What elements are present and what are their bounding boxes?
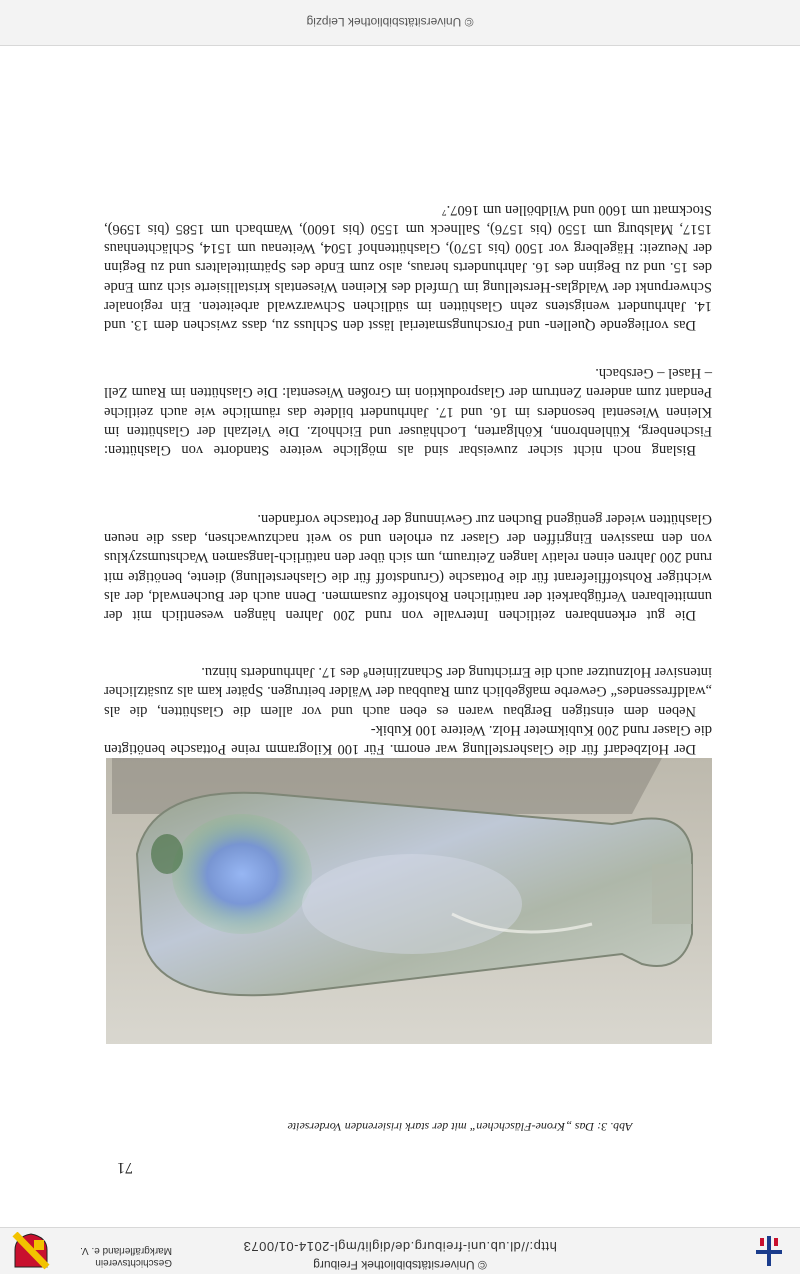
crest-icon xyxy=(12,1232,50,1270)
paragraph-standorte xyxy=(104,363,712,459)
footer-notice: © Universitätsbibliothek Leipzig xyxy=(306,15,474,29)
viewer-header xyxy=(0,1227,800,1274)
text-paragraph: Der Holzbedarf für die Glasherstellung war enorm. Für 100 Kilogramm reine Pottasche benötigten die Glaser rund 200 Kubikmeter Holz. Weitere 100 Kubik- xyxy=(104,721,712,757)
document-url[interactable]: http://dl.ub.uni-freiburg.de/diglit/mgl-2014-01/0073 xyxy=(243,1239,557,1254)
viewer-footer xyxy=(0,0,800,46)
text-paragraph: Bislang noch nicht sicher zuweisbar sind als mögliche weitere Standorte von Glashütten: Fischenberg, Kühlenbronn, Köhlgarten, Lochhäuser und Eichholz. Die Vielzahl der Glashütten im Kleinen Wiesental besonders im 16. und 17. Jahrhundert bildete das räumliche wie auch zeitliche Pendant zum anderen Zentrum der Glasproduktion im Großen Wiesental: Die Glashütten im Raum Zell – Hasel – Gersbach. xyxy=(104,365,712,458)
text-paragraph: Die gut erkennbaren zeitlichen Intervalle von rund 200 Jahren hängen wesentlich mit der unmittelbaren Verfügbarkeit der natürlichen Rohstoffe zusammen. Denn auch der Buchenwald, der als wichtiger Rohstofflieferant für die Pottasche (Grundstoff für die Glasherstellung) diente, benötigte mit rund 200 Jahren einen relativ langen Zeitraum, um sich über den natürlich-langsamen Wachstumszyklus von den massiven Eingriffen der Glaser zu erholen und so weit nachzuwachsen, dass die neuen Glashütten wieder genügend Buchen zur Gewinnung der Pottasche vorfanden. xyxy=(104,510,712,623)
paragraph-quellen xyxy=(104,200,712,334)
association-label: Geschichtsverein Markgräflerland e. V. xyxy=(80,1245,172,1268)
text-paragraph: Neben dem einstigen Bergbau waren es eben auch und vor allem die Glashütten, die als „waldfressendes“ Gewerbe maßgeblich zum Raubbau der Wälder beitrugen. Später kam als zusätzlicher intensiver Holznutzer auch die Errichtung der Schanzlinien⁸ des 17. Jahrhunderts hinzu. xyxy=(104,664,712,719)
bottle-photo xyxy=(106,758,712,1044)
library-logo-icon xyxy=(752,1234,786,1268)
paragraph-intervalle xyxy=(104,509,712,624)
library-notice: © Universitätsbibliothek Freiburg xyxy=(313,1258,487,1272)
paragraph-pottasche xyxy=(104,662,712,758)
page-number: 71 xyxy=(117,1159,133,1176)
figure-caption: Abb. 3: Das „Krone-Fläschchen“ mit der stark irisierenden Vorderseite xyxy=(287,1120,633,1134)
text-paragraph: Das vorliegende Quellen- und Forschungsmaterial lässt den Schluss zu, dass zwischen dem 13. und 14. Jahrhundert wenigstens zehn Glashütten im südlichen Schwarzwald arbeiteten. Ein regionaler Schwerpunkt der Waldglas-Herstellung im Umfeld des Kleinen Wiesentals kristallisierte sich zum Ende des 15. und zu Beginn des 16. Jahrhunderts heraus, also zum Ende des Spätmittelalters und zu Beginn der Neuzeit: Hägelberg vor 1500 (bis 1570), Glashüttenhof 1504, Weitenau um 1514, Schlächtenhaus 1517, Malsburg um 1550 (bis 1576), Sallneck um 1550 (bis 1600), Wambach um 1585 (bis 1596), Stockmatt um 1600 und Wildböllen um 1607.⁷ xyxy=(104,201,712,333)
